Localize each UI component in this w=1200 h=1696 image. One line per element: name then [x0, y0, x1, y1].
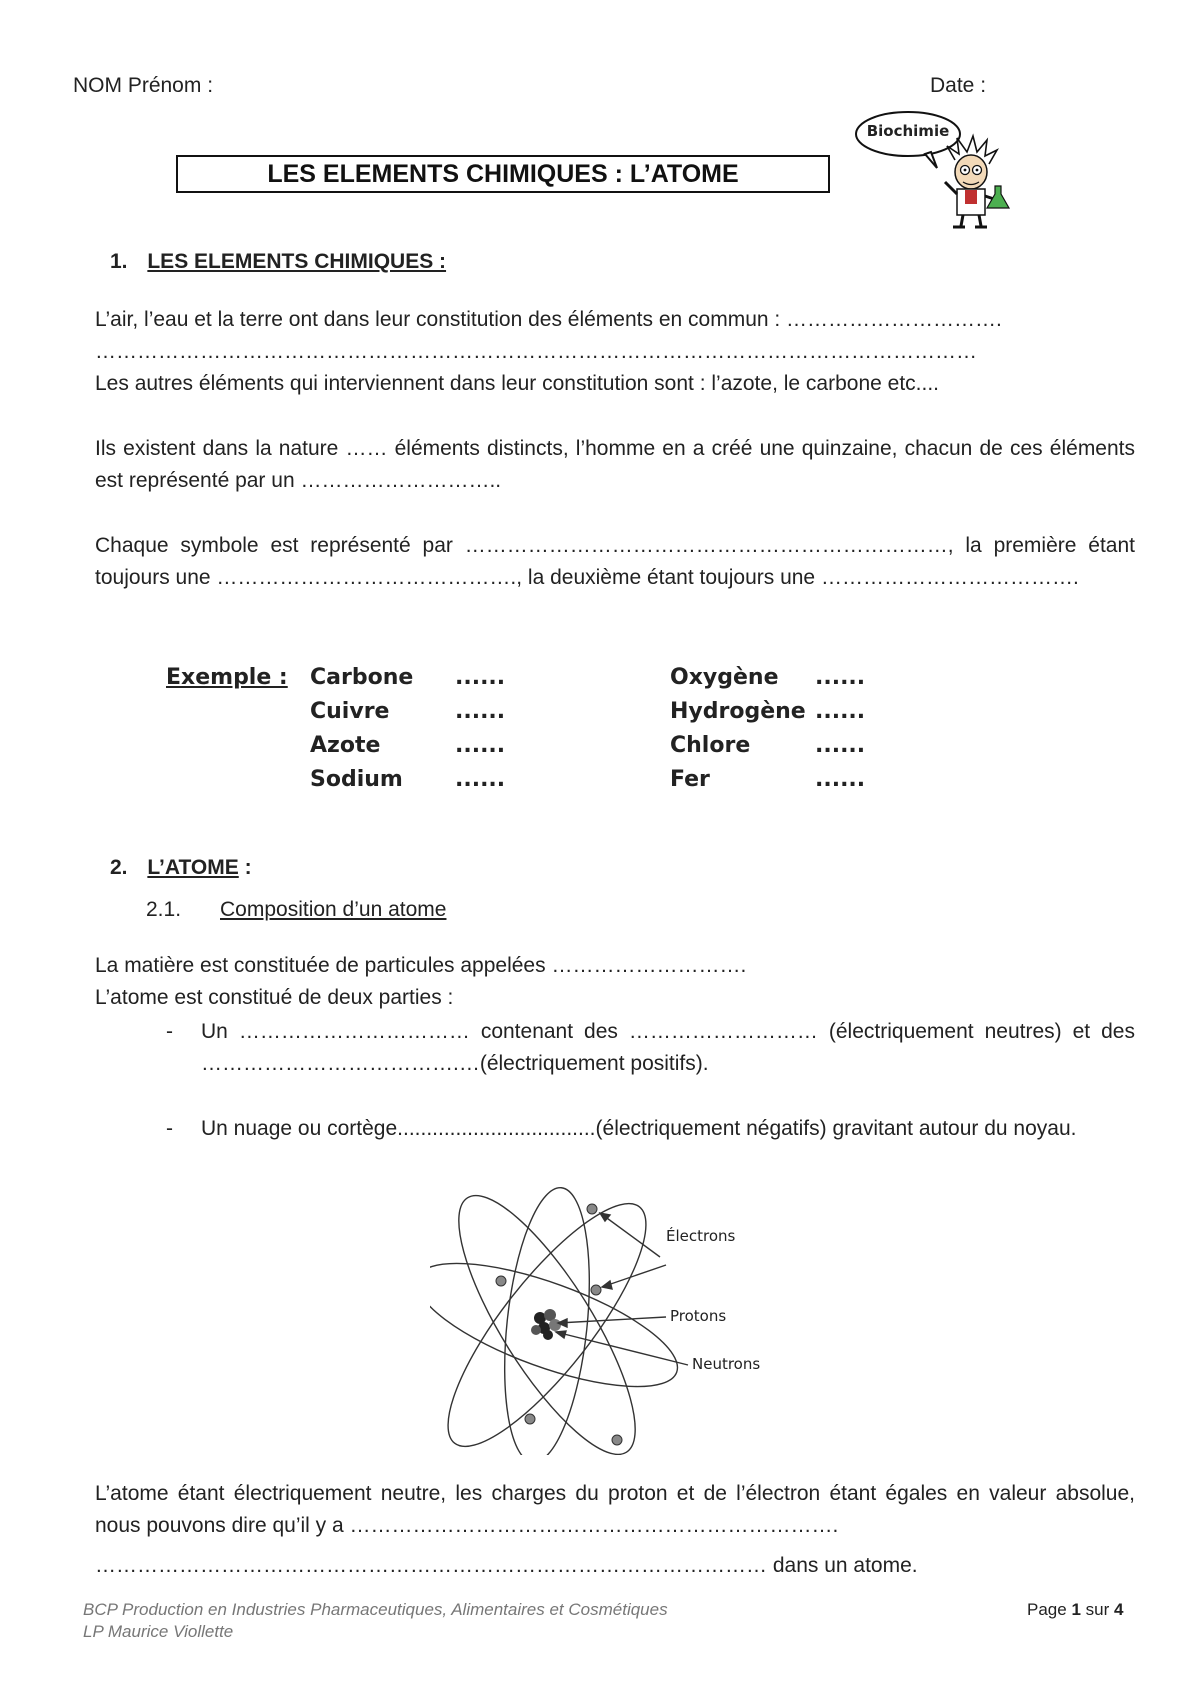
example-blank: ......	[455, 733, 506, 758]
section-2-colon: :	[238, 856, 252, 879]
atom-figure	[430, 1185, 780, 1455]
section-1-heading	[110, 250, 446, 274]
page-prefix: Page	[1027, 1600, 1072, 1619]
example-name: Cuivre	[310, 699, 390, 724]
example-blank: ......	[815, 733, 866, 758]
example-blank: ......	[815, 665, 866, 690]
section-1-title: LES ELEMENTS CHIMIQUES :	[147, 250, 447, 273]
scientist-mascot	[855, 110, 1030, 230]
composition-line-2: L’atome est constitué de deux parties :	[95, 986, 454, 1009]
footer-institution: BCP Production en Industries Pharmaceutiques, Alimentaires et Cosmétiques	[83, 1600, 668, 1619]
electron-dot	[612, 1435, 622, 1445]
paragraph-2: Ils existent dans la nature …… éléments distincts, l’homme en a créé une quinzaine, chacun de ces éléments est représenté par un ………………………..	[95, 437, 1135, 492]
name-field-label: NOM Prénom :	[73, 74, 214, 97]
paragraph-1-line-3: Les autres éléments qui interviennent dans leur constitution sont : l’azote, le carbone etc....	[95, 372, 939, 395]
section-1-number: 1.	[110, 250, 128, 273]
example-blank: ......	[815, 767, 866, 792]
example-name: Oxygène	[670, 665, 779, 690]
example-name: Azote	[310, 733, 381, 758]
conclusion-paragraph: L’atome étant électriquement neutre, les charges du proton et de l’électron étant égales en valeur absolue, nous pouvons dire qu’il y a …………………………………………………………….	[95, 1482, 1135, 1537]
electron-dot	[591, 1285, 601, 1295]
biochimie-badge: Biochimie	[866, 122, 950, 140]
example-name: Sodium	[310, 767, 403, 792]
conclusion-end: …………………………………………………………………………………… dans un atome.	[95, 1554, 918, 1577]
electron-dot	[525, 1414, 535, 1424]
example-name: Chlore	[670, 733, 751, 758]
bullet-nucleus: Un …………………………… contenant des ……………………… (électriquement neutres) et des ……………………………….…(électriquement positifs).	[201, 1020, 1135, 1075]
example-blank: ......	[815, 699, 866, 724]
paragraph-1-line-2: ………………………………………………………………………………………………………………	[95, 340, 977, 363]
section-2-number: 2.	[110, 856, 128, 879]
example-label: Exemple :	[166, 665, 288, 690]
arrow-protons	[558, 1317, 666, 1323]
label-neutrons: Neutrons	[692, 1355, 761, 1373]
atom-diagram	[430, 1185, 780, 1455]
arrow-electron-1	[600, 1213, 660, 1257]
section-2-title: L’ATOME	[147, 856, 239, 879]
footer-school: LP Maurice Viollette	[83, 1622, 234, 1641]
page-current: 1	[1071, 1600, 1081, 1619]
section-2-heading	[110, 856, 252, 880]
page-total: 4	[1113, 1600, 1124, 1619]
electron-dot	[587, 1204, 597, 1214]
paragraph-3: Chaque symbole est représenté par ……………………………………………………………, la première étant toujours une ……………………………………., la deuxième étant toujours une ……………………………….	[95, 534, 1135, 589]
subsection-number: 2.1.	[146, 898, 182, 921]
label-protons: Protons	[670, 1307, 727, 1325]
example-name: Hydrogène	[670, 699, 806, 724]
nucleus	[531, 1309, 561, 1340]
example-name: Carbone	[310, 665, 414, 690]
composition-line-1: La matière est constituée de particules appelées ……………………….	[95, 954, 747, 977]
date-field-label: Date :	[930, 74, 987, 97]
bullet-dash: -	[166, 1117, 173, 1140]
bullet-electrons: Un nuage ou cortège..................................(électriquement négatifs) gravitant autour du noyau.	[201, 1117, 1077, 1140]
paragraph-1-line-1: L’air, l’eau et la terre ont dans leur constitution des éléments en commun : ………………………….	[95, 308, 1002, 331]
example-blank: ......	[455, 665, 506, 690]
page-title: LES ELEMENTS CHIMIQUES : L’ATOME	[176, 155, 830, 193]
bullet-dash: -	[166, 1020, 173, 1043]
page-mid: sur	[1080, 1600, 1114, 1619]
page-number	[1027, 1600, 1123, 1620]
electron-dot	[496, 1276, 506, 1286]
subsection-title: Composition d’un atome	[220, 898, 447, 921]
example-blank: ......	[455, 767, 506, 792]
label-electrons: Électrons	[666, 1227, 736, 1245]
example-blank: ......	[455, 699, 506, 724]
example-name: Fer	[670, 767, 710, 792]
